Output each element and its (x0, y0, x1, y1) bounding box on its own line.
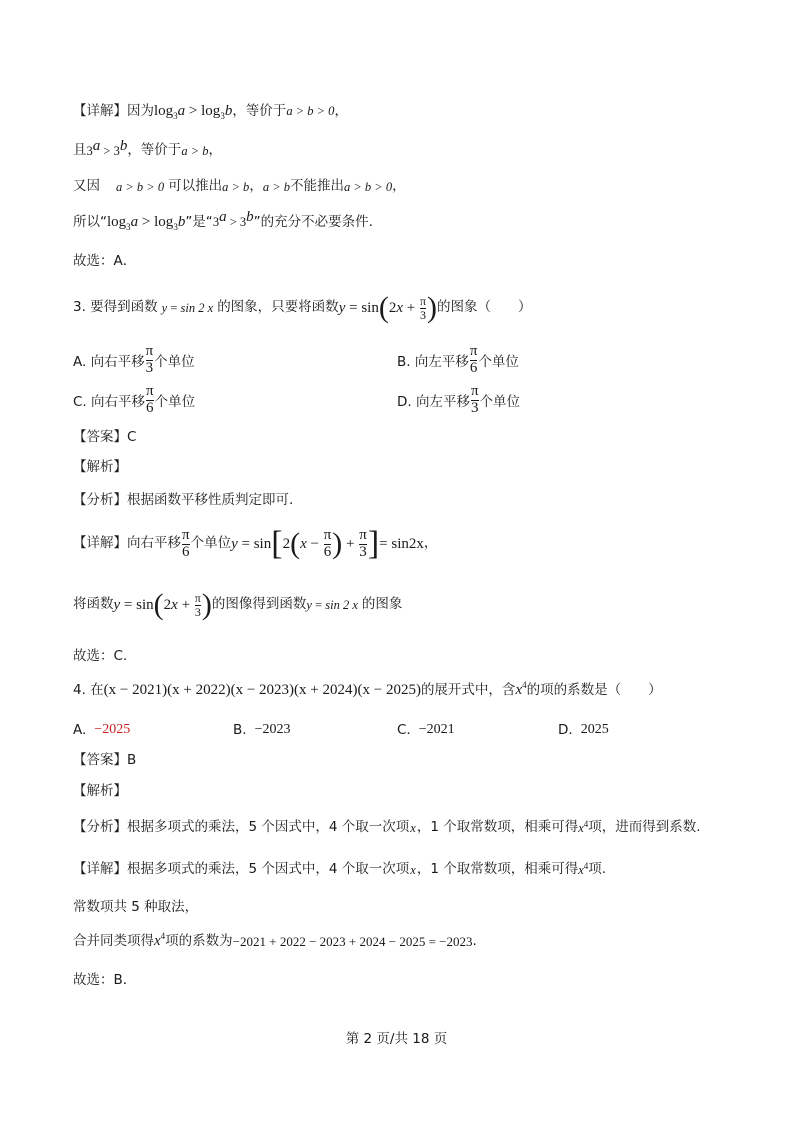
factor-3: (x − 2023) (230, 682, 295, 698)
math-sin2x: sin 2 x (325, 597, 358, 612)
option-label: B. (233, 722, 247, 738)
transform-text: 将函数 (73, 596, 114, 613)
xiangjie-text: 项. (588, 861, 607, 877)
q3-jiexi (73, 461, 127, 475)
fraction-pi-3: $\frac{\pi}{3}$ (194, 590, 201, 619)
q4-const (73, 901, 198, 915)
q4-xiangjie (73, 860, 607, 877)
math-eq: = (311, 597, 326, 612)
detail-line-3 (73, 180, 406, 194)
math-log-a: $\log_3a$ (107, 214, 139, 232)
xiangjie-text: ，1 个取常数项，相乘可得 (416, 861, 579, 877)
merge-text: . (472, 932, 477, 949)
select-text: 故选：C. (73, 648, 128, 664)
detail-text: 所以“ (73, 213, 107, 230)
math-lparen: ( (378, 291, 389, 324)
math-lbrack: [ (271, 525, 283, 562)
math-rbrack: ] (367, 525, 380, 562)
question-text: 的项的系数是（ ） (526, 681, 662, 698)
math-a-gt-b-gt-0: a > b > 0 (344, 179, 393, 194)
math-gt: > (138, 214, 155, 230)
math-a-gt-b: a > b (262, 179, 290, 194)
detail-text: ， (249, 178, 263, 194)
option-b[interactable] (397, 344, 519, 377)
question-4 (73, 680, 662, 698)
option-d[interactable] (397, 384, 520, 417)
q3-transform-line (73, 590, 402, 620)
factor-1: (x − 2021) (103, 682, 168, 698)
math-gt: > (185, 103, 202, 119)
math-rparen: ) (332, 527, 343, 560)
math-lparen: ( (153, 588, 164, 621)
option-d[interactable] (558, 722, 609, 738)
fenxi-text: 【分析】根据多项式的乘法，5 个因式中，4 个取一次项 (73, 819, 410, 835)
q4-answer (73, 754, 136, 768)
jiexi-text: 【解析】 (73, 459, 127, 475)
math-two: 2 (163, 596, 172, 613)
q3-xiangjie (73, 527, 437, 561)
xiangjie-text: 【详解】根据多项式的乘法，5 个因式中，4 个取一次项 (73, 861, 410, 877)
math-rparen: ) (201, 588, 212, 621)
factor-2: (x + 2022) (167, 682, 231, 698)
math-x4: $x^4$ (515, 680, 527, 698)
math-eq: = (345, 299, 362, 316)
detail-text: 不能推出 (290, 178, 344, 194)
option-unit: 个单位 (154, 354, 195, 371)
math-y: y (113, 596, 121, 613)
select-line-a (73, 255, 136, 269)
detail-text: ，等价于 (232, 102, 287, 119)
xiangjie-text: ， (423, 535, 438, 552)
option-value: 2025 (580, 722, 609, 737)
fraction-pi-3: $\frac{\pi}{3}$ (470, 383, 479, 416)
math-result: = sin2x (379, 535, 424, 552)
option-label: D. (558, 722, 573, 738)
option-label: C. 向右平移 (73, 394, 146, 411)
question-text: 的图象，只要将函数 (217, 299, 339, 316)
math-rparen: ) (427, 291, 438, 324)
xiangjie-text: 【详解】向右平移 (73, 535, 181, 552)
math-x4: $x^4$ (578, 860, 589, 877)
math-eq: = (167, 300, 181, 315)
fraction-pi-6: $\frac{\pi}{6}$ (323, 526, 332, 560)
option-unit: 个单位 (479, 394, 521, 411)
q3-answer (73, 431, 136, 445)
math-x: x (410, 862, 416, 877)
q4-select (73, 974, 136, 988)
math-x: x (171, 596, 178, 613)
math-x4: $x^4$ (154, 931, 166, 949)
math-minus: − (306, 535, 323, 552)
math-coef-sum: −2021 + 2022 − 2023 + 2024 − 2025 = −2023 (232, 934, 473, 949)
math-3a-gt-3b: $3^a > 3^b$ (212, 209, 254, 230)
detail-text: ，等价于 (127, 142, 182, 158)
math-plus: + (177, 596, 194, 613)
math-lparen: ( (290, 527, 301, 560)
math-y: y (306, 597, 312, 612)
merge-text: 项的系数为 (165, 932, 233, 949)
math-x: x (396, 299, 404, 316)
math-plus: + (342, 535, 359, 552)
q3-fenxi (73, 494, 293, 508)
option-unit: 个单位 (478, 354, 519, 371)
fenxi-text: ，1 个取常数项，相乘可得 (416, 819, 579, 835)
factor-4: (x + 2024) (294, 682, 358, 698)
fraction-pi-6: $\frac{\pi}{6}$ (182, 526, 190, 560)
math-log-b: $\log_3b$ (201, 103, 233, 121)
fraction-pi-3: $\frac{\pi}{3}$ (359, 526, 367, 560)
factor-5: (x − 2025) (357, 682, 421, 698)
math-y: y (161, 300, 168, 315)
fraction-pi-6: $\frac{\pi}{6}$ (469, 343, 478, 376)
fraction-pi-3: $\frac{\pi}{3}$ (145, 343, 154, 376)
detail-text: ， (208, 142, 222, 158)
detail-line-2 (73, 137, 222, 158)
math-two: 2 (282, 535, 291, 552)
detail-text: ”是“ (185, 213, 213, 230)
transform-text: 的图象 (361, 596, 403, 613)
question-text: 的图象（ ） (437, 299, 532, 316)
question-text: 4. 在 (73, 681, 104, 698)
option-label: D. 向左平移 (397, 394, 470, 411)
option-label: B. 向左平移 (397, 354, 469, 371)
fraction-pi-6: $\frac{\pi}{6}$ (146, 383, 154, 416)
option-label: A. 向右平移 (73, 354, 145, 371)
option-label: C. (397, 722, 411, 738)
math-y: y (338, 299, 346, 316)
jiexi-text: 【解析】 (73, 783, 127, 799)
option-value: −2021 (418, 722, 455, 737)
question-text: 3. 要得到函数 (73, 299, 158, 316)
option-a[interactable] (73, 722, 130, 738)
option-b[interactable] (233, 722, 290, 738)
xiangjie-text: 个单位 (190, 535, 232, 552)
q4-jiexi (73, 785, 127, 799)
option-c[interactable] (73, 384, 195, 417)
question-text: 的展开式中，含 (420, 681, 516, 698)
detail-text: 【详解】因为 (73, 102, 154, 119)
detail-text: ， (334, 102, 348, 119)
fraction-pi-3: $\frac{\pi}{3}$ (419, 293, 427, 322)
question-3 (73, 293, 532, 323)
option-c[interactable] (397, 722, 455, 738)
fenxi-text: 【分析】根据函数平移性质判定即可. (73, 492, 294, 508)
merge-text: 合并同类项得 (73, 932, 154, 949)
math-sin: sin (253, 535, 272, 552)
select-text: 故选：A． (73, 253, 137, 269)
option-unit: 个单位 (154, 394, 196, 411)
math-two: 2 (388, 299, 397, 316)
math-log-a: $\log_3a$ (154, 103, 186, 121)
detail-line-4 (73, 209, 373, 232)
q4-fenxi (73, 818, 701, 835)
math-y: y (231, 535, 238, 552)
math-log-b: $\log_3b$ (154, 214, 186, 232)
detail-text: ”的充分不必要条件. (253, 213, 373, 230)
detail-text: 又因 (73, 178, 100, 194)
detail-text: ， (392, 178, 406, 194)
math-sin2x: sin 2 x (180, 300, 214, 315)
math-a-gt-b-gt-0: a > b > 0 (286, 104, 335, 119)
math-a-gt-b-gt-0: a > b > 0 (116, 179, 165, 194)
math-a-gt-b: a > b (222, 179, 250, 194)
detail-text: 可以推出 (168, 178, 223, 194)
answer-text: 【答案】C (73, 429, 137, 445)
option-a[interactable] (73, 344, 195, 377)
math-sin: sin (361, 299, 379, 316)
q3-select (73, 650, 127, 664)
detail-line-1 (73, 104, 348, 119)
math-x: x (410, 820, 416, 835)
math-3a-gt-3b: $3^a > 3^b$ (86, 137, 128, 158)
q4-merge (73, 931, 477, 949)
transform-text: 的图像得到函数 (211, 596, 307, 613)
option-value: −2025 (94, 722, 131, 737)
math-x4: $x^4$ (578, 818, 589, 835)
page-footer: 第 2 页/共 18 页 (345, 1031, 448, 1047)
answer-text: 【答案】B (73, 752, 137, 768)
fenxi-text: 项，进而得到系数. (588, 819, 701, 835)
math-eq: = (120, 596, 137, 613)
math-sin: sin (136, 596, 154, 613)
const-text: 常数项共 5 种取法， (73, 899, 199, 915)
detail-text: 且 (73, 142, 87, 158)
option-value: −2023 (254, 722, 291, 737)
select-text: 故选：B． (73, 972, 137, 988)
math-eq: = (237, 535, 254, 552)
math-a-gt-b: a > b (181, 143, 209, 158)
math-plus: + (403, 299, 419, 316)
option-label: A. (73, 722, 87, 738)
math-x: x (300, 535, 307, 552)
